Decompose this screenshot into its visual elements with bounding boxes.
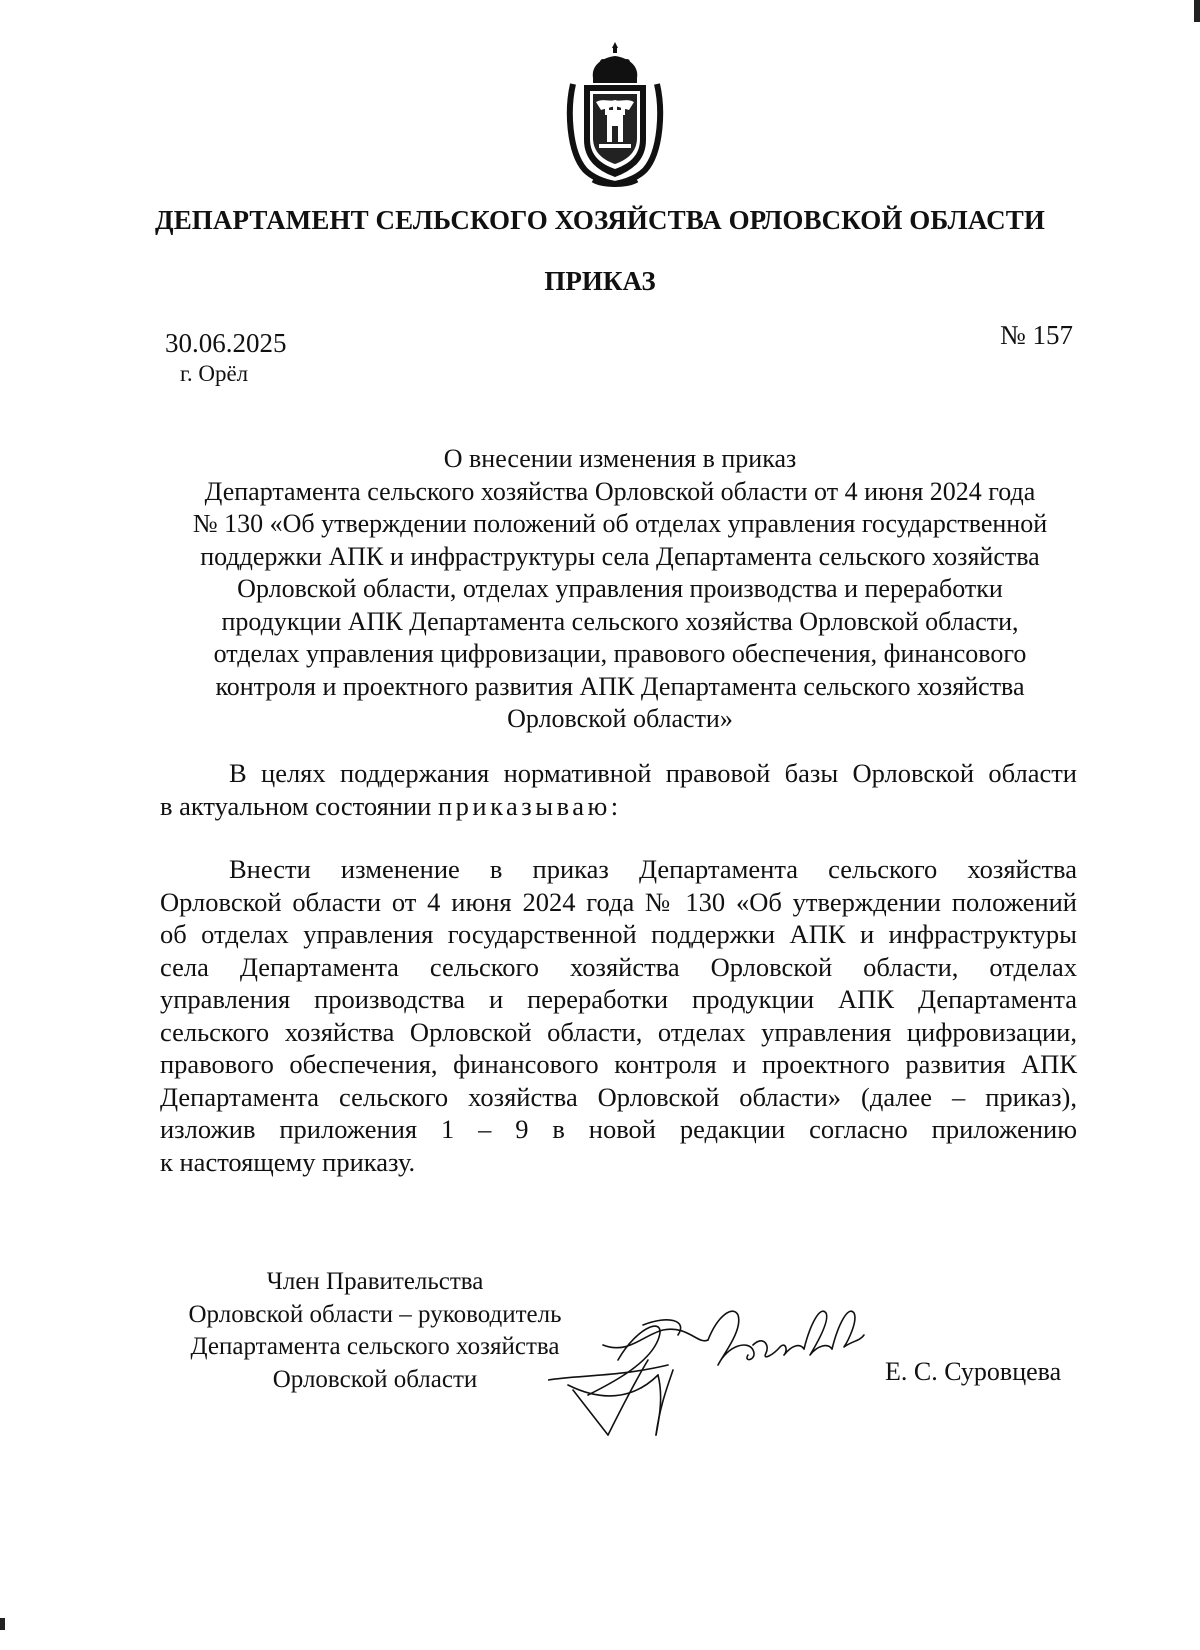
subject-line: отделах управления цифровизации, правового обеспечения, финансового [213, 639, 1027, 668]
body-line: села Департамента сельского хозяйства Орловской области, отделах [160, 951, 1077, 982]
subject-line: О внесении изменения в приказ [443, 444, 797, 473]
order-number: № 157 [999, 320, 1073, 350]
subject-line: Департамента сельского хозяйства Орловской области от 4 июня 2024 года [204, 476, 1036, 506]
signatory-position [150, 1266, 600, 1396]
body-line: об отделах управления государственной поддержки АПК и инфраструктуры [160, 919, 1077, 949]
scan-edge-mark [1194, 0, 1200, 22]
scan-edge-mark [0, 1618, 5, 1630]
body-line: Орловской области от 4 июня 2024 года № 130 «Об утверждении положений [160, 886, 1077, 917]
subject-line: продукции АПК Департамента сельского хозяйства Орловской области, [221, 606, 1019, 636]
subject-line: контроля и проектного развития АПК Департамента сельского хозяйства [215, 671, 1025, 701]
signer-name: Е. С. Суровцева [885, 1357, 1062, 1386]
subject-line: Орловской области, отделах управления производства и переработки [237, 574, 1003, 603]
preamble-line: В целях поддержания нормативной правовой базы Орловской области [229, 758, 1077, 788]
body-line: правового обеспечения, финансового контроля и проектного развития АПК [160, 1049, 1077, 1079]
preamble-paragraph [160, 757, 1077, 822]
body-line: Департамента сельского хозяйства Орловской области» (далее – приказ), [160, 1081, 1077, 1112]
order-city: г. Орёл [180, 361, 249, 386]
preamble-text: в актуальном состоянии [160, 790, 432, 821]
preamble-line [160, 790, 1077, 823]
body-line: к настоящему приказу. [160, 1146, 416, 1177]
subject-line: № 130 «Об утверждении положений об отделах управления государственной [192, 509, 1048, 538]
body-line: управления производства и переработки продукции АПК Департамента [160, 984, 1077, 1014]
order-date: 30.06.2025 [165, 328, 287, 358]
handwritten-signature-icon [548, 1285, 878, 1445]
department-title: ДЕПАРТАМЕНТ СЕЛЬСКОГО ХОЗЯЙСТВА ОРЛОВСКОЙ ОБЛАСТИ [155, 205, 1045, 235]
document-type-title: ПРИКАЗ [544, 266, 656, 296]
signatory-position-line: Член Правительства [266, 1268, 484, 1295]
signatory-position-line: Департамента сельского хозяйства [190, 1333, 560, 1360]
order-verb: приказываю: [437, 790, 622, 821]
body-line: изложив приложения 1 – 9 в новой редакции согласно приложению [160, 1114, 1077, 1144]
order-body-paragraph [160, 853, 1077, 1178]
orel-oblast-coat-of-arms-icon [563, 40, 667, 190]
body-line: Внести изменение в приказ Департамента сельского хозяйства [229, 854, 1077, 884]
signatory-position-line: Орловской области [272, 1365, 478, 1393]
subject-line: Орловской области» [507, 704, 733, 733]
order-subject [140, 443, 1100, 736]
body-line: сельского хозяйства Орловской области, отделах управления цифровизации, [160, 1016, 1077, 1047]
subject-line: поддержки АПК и инфраструктуры села Департамента сельского хозяйства [200, 541, 1040, 571]
signatory-position-line: Орловской области – руководитель [188, 1300, 562, 1328]
